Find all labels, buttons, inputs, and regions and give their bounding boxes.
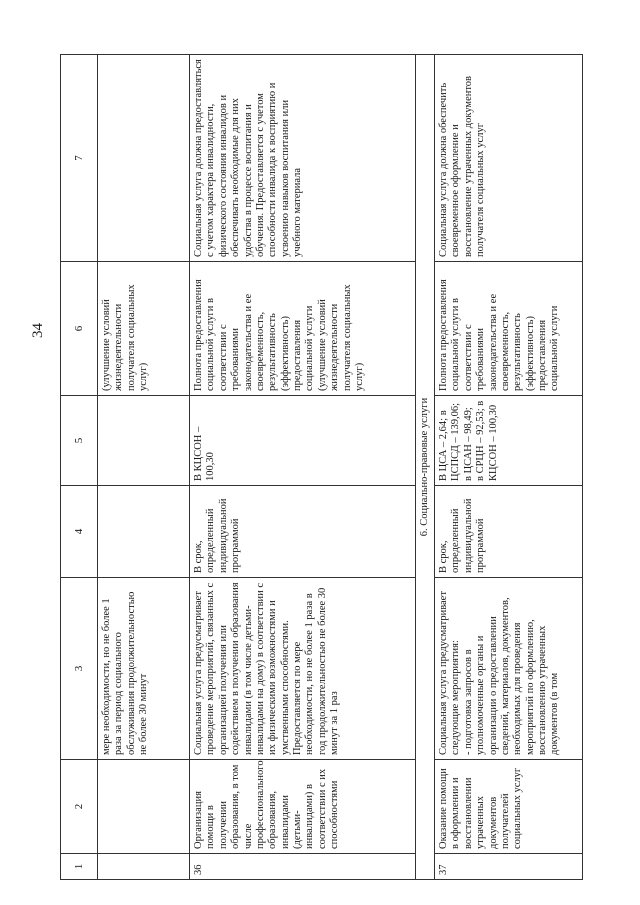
services-table [60,54,583,880]
table-row [190,55,416,880]
section-row [416,55,435,880]
col-header-4: 4 [61,486,98,578]
cell-service-name [98,760,190,854]
section-title: 6. Социально-правовые услуги [416,55,435,880]
header-row [61,55,98,880]
cell-tariff [98,396,190,486]
cell-term [98,486,190,578]
cell-quality: (улучшение условий жизнедеятельности получателя социальных услуг) [98,262,190,396]
table-row [435,55,583,880]
cell-tariff: В ЦСА – 2,64; в ЦСПСД – 139,06; в ЦСАН – 98,49; в СРЦН – 92,53; в КЦСОН – 100,30 [435,396,583,486]
cell-conditions: Социальная услуга должна предоставляться с учетом характера инвалидности, физического состояния инвалидов и обеспечивать необходимые для них удобства в процессе воспитания и обучения. Предоставляется с учетом способности инвалида к восприятию и усвоению навыков воспитания или учебного материала [190,55,416,262]
cell-term: В срок, определенный индивидуальной программой [190,486,416,578]
cell-quality: Полнота предоставления социальной услуги в соответствии с требованиями законодательства и ее своевременность, результативность (эффективность) предоставления социальной услуги (улучшение условий жизнедеятельности получателя социальных услуг) [190,262,416,396]
cell-description: Социальная услуга предусматривает следующие мероприятия: - подготовка запросов в уполномоченные органы и организации о предоставлении сведений, материалов, документов, необходимых для проведения мероприятий по оформлению, восстановлению утраченных документов (в том [435,578,583,760]
cell-service-name: Оказание помощи в оформлении и восстановлении утраченных документов получателей социальных услуг [435,760,583,854]
col-header-6: 6 [61,262,98,396]
cell-number [98,854,190,880]
cell-tariff: В КЦСОН – 100,30 [190,396,416,486]
col-header-3: 3 [61,578,98,760]
cell-description: мере необходимости, но не более 1 раза за период социального обслуживания продолжительностью не более 30 минут [98,578,190,760]
col-header-2: 2 [61,760,98,854]
col-header-5: 5 [61,396,98,486]
cell-conditions: Социальная услуга должна обеспечить своевременное оформление и восстановление утраченных документов получателя социальных услуг [435,55,583,262]
cell-number: 37 [435,854,583,880]
cell-conditions [98,55,190,262]
cell-quality: Полнота предоставления социальной услуги в соответствии с требованиями законодательства и ее своевременность, результативность (эффективность) предоставления социальной услуги [435,262,583,396]
table-row [98,55,190,880]
cell-description: Социальная услуга предусматривает проведение мероприятий, связанных с организацией получения или содействием в получении образования инвалидами (в том числе детьми-инвалидами на дому) в соответствии с их физическими возможностями и умственными способностями. Предоставляется по мере необходимости, но не более 1 раза в год продолжительностью не более 30 минут за 1 раз [190,578,416,760]
cell-number: 36 [190,854,416,880]
cell-term: В срок, определенный индивидуальной программой [435,486,583,578]
rotated-table-container [60,55,580,880]
col-header-7: 7 [61,55,98,262]
col-header-1: 1 [61,854,98,880]
cell-service-name: Организация помощи в получении образования, в том числе профессионального образования, инвалидами (детьми-инвалидами) в соответствии с их способностями [190,760,416,854]
page-number: 34 [30,323,46,338]
